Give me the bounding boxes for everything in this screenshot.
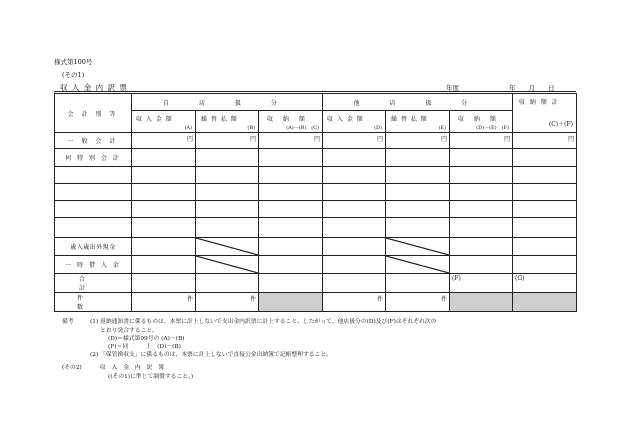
note2: (2) 「保管換収支」に係るものは、本票に計上しないで直接公金出納簿で記帳整理すること。: [90, 352, 332, 358]
own-receipt-header: 収 納 額 (A)－(B) (C): [259, 111, 323, 133]
row-label-outside: 歳入歳出外現金: [55, 238, 132, 256]
table-row: [55, 184, 577, 201]
row-label-count: 件 数: [55, 293, 132, 312]
notes-label: 備考: [62, 319, 74, 325]
row-label-general: 一 般 会 計: [55, 133, 132, 149]
shaded-cell: [450, 293, 513, 312]
cell-mark-g: (G): [513, 274, 577, 293]
page-title: 収 入 金 内 訳 票: [60, 83, 128, 92]
part2-label: (その2): [62, 365, 82, 371]
table-row: [55, 256, 577, 274]
note1-eq2: (F)＝同 上 (D)－(B): [108, 344, 181, 350]
shaded-cell: [259, 293, 323, 312]
cell: 件: [323, 293, 386, 312]
part2-note: ((その1)に準じて調製すること。): [108, 374, 194, 380]
cell-mark-f: (F): [450, 274, 513, 293]
group-own-header: 自 店 扱 分: [132, 94, 323, 111]
cell: 件: [386, 293, 450, 312]
diag-cell: [386, 256, 450, 274]
row-label-temp-loan: 一 時 借 入 金: [55, 256, 132, 274]
row-label-total: 合 計: [55, 274, 132, 293]
other-receipt-header: 収 納 額 (D)－(E) (F): [450, 111, 513, 133]
table-row: [55, 274, 577, 293]
own-transfer-header: 繰 替 払 額 (B): [196, 111, 259, 133]
diag-cell: [386, 238, 450, 256]
note1-line1: (1) 返納通知書に係るものは、本票に計上しないで支出金内訳票に計上すること。したがって、他店扱分の(D)及び(F)はそれぞれ次の: [90, 319, 437, 325]
diag-cell: [196, 256, 259, 274]
part2-title: 収 入 金 内 訳 簿: [100, 365, 166, 371]
cell: 件: [132, 293, 196, 312]
form-number: 様式第100号: [54, 58, 93, 66]
table-row: [55, 218, 577, 238]
receipt-breakdown-table: [54, 93, 577, 312]
other-income-header: 収 入 金 額 (D): [323, 111, 386, 133]
note1-eq1: (D)＝様式第99号の (A)－(B): [108, 336, 185, 342]
cell: 円: [323, 133, 386, 149]
other-transfer-header: 繰 替 払 額 (E): [386, 111, 450, 133]
cell: 件: [196, 293, 259, 312]
cell: 円: [386, 133, 450, 149]
cell: 円: [513, 133, 577, 149]
date-year: 年度: [446, 84, 459, 92]
table-row: [55, 238, 577, 256]
table-row: [55, 133, 577, 149]
col-account-header: 会 計 別 等: [55, 94, 132, 133]
row-label-special: 何 特 別 会 計: [55, 149, 132, 167]
diag-cell: [196, 238, 259, 256]
table-row: [55, 201, 577, 218]
note1-line2: とおり突合すること。: [100, 328, 158, 334]
cell: 円: [132, 133, 196, 149]
cell: 円: [259, 133, 323, 149]
table-row: [55, 167, 577, 184]
own-income-header: 収 入 金 額 (A): [132, 111, 196, 133]
group-other-header: 他 店 扱 分: [323, 94, 513, 111]
cell: 円: [196, 133, 259, 149]
title-rule: [54, 91, 576, 92]
cell: 円: [450, 133, 513, 149]
date-mdy: 年 月 日: [509, 84, 555, 92]
part1-label: (その1): [62, 71, 85, 79]
col-receipt-total-header: 収 納 額 計 (C)＋(F): [513, 94, 577, 133]
shaded-cell: [513, 293, 577, 312]
table-row: [55, 293, 577, 312]
table-row: [55, 149, 577, 167]
